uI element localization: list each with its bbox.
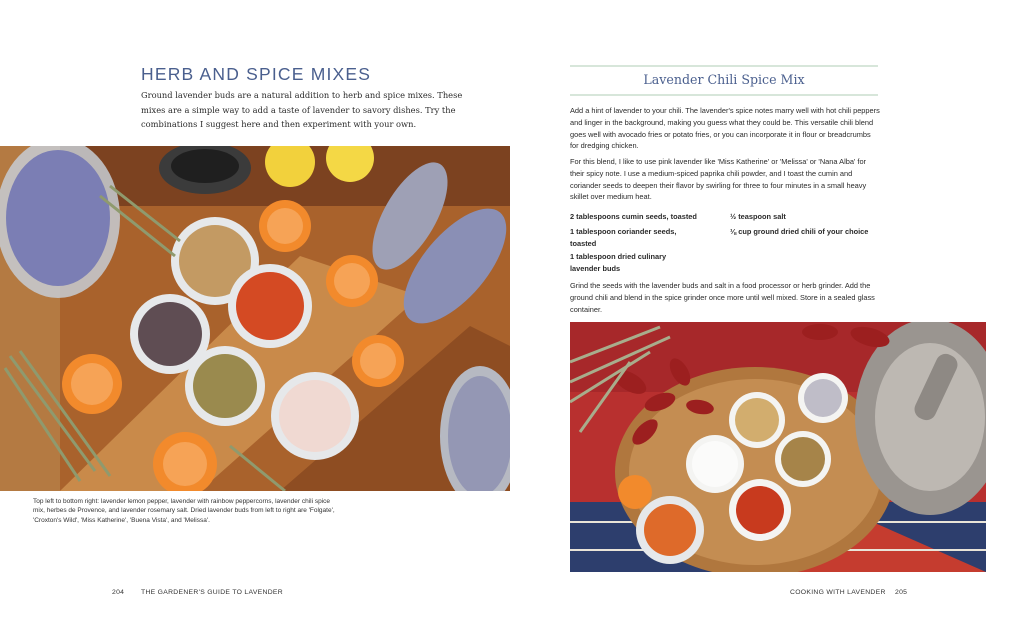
ingredient-item: 1 tablespoon coriander seeds, toasted [570,227,677,248]
ingredient-item: 1 tablespoon dried culinary lavender buds [570,252,667,273]
recipe-paragraph-1: Add a hint of lavender to your chili. The lavender's spice notes marry well with hot chili peppers and linger in the background, making you guess what they could be. This versatile chili blend goes well with avocado fries or potato fries, or you can incorporate it in flour or breadcrumbs for dredging chicken. [570,106,880,151]
folio-number-left: 204 [112,589,125,596]
ingredient-item: 2 tablespoons cumin seeds, toasted [570,212,697,221]
recipe-method: Grind the seeds with the lavender buds and salt in a food processor or herb grinder. Add the ground chili and blend in the spice grinder once more until well mixed. Store in a sealed glass container. [570,281,875,314]
intro-paragraph: Ground lavender buds are a natural addition to herb and spice mixes. These mixes are a simple way to add a taste of lavender to savory dishes. Try the combinations I suggest here and then experiment with your own. [141,90,463,129]
recipe-paragraph-2: For this blend, I like to use pink lavender like 'Miss Katherine' or 'Melissa' or 'Nana Alba' for their spicy note. I use a medium-spiced paprika chili powder, and I toast the cumin and coriander seeds to deepen their flavor by swirling for three to four minutes in a small heavy skillet over medium heat. [570,157,867,202]
recipe-title: Lavender Chili Spice Mix [643,72,805,87]
folio-title-left: THE GARDENER'S GUIDE TO LAVENDER [141,589,283,596]
spice-bowls-photo [570,322,986,572]
recipe-header [570,65,878,96]
photo-caption: Top left to bottom right: lavender lemon pepper, lavender with rainbow peppercorns, lavender chili spice mix, herbes de Provence, and lavender rosemary salt. Dried lavender buds from left to right are 'Folgate', 'Croxton's Wild', 'Miss Katherine', 'Buena Vista', and 'Melissa'. [33,498,335,524]
folio-title-right: COOKING WITH LAVENDER [790,589,886,596]
folio-number-right: 205 [895,589,908,596]
spice-jars-photo [0,146,510,491]
ingredient-item: ⅛ cup ground dried chili of your choice [730,227,869,236]
section-title: HERB AND SPICE MIXES [141,64,372,84]
ingredient-item: ½ teaspoon salt [730,212,786,221]
